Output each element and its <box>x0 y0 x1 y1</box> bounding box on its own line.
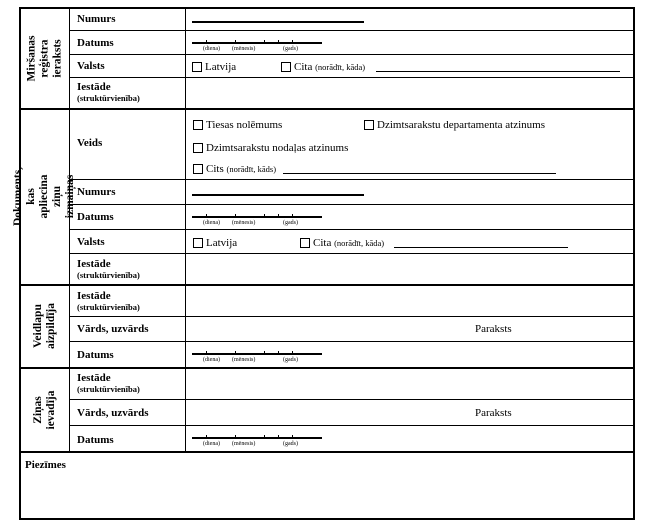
institution-label: Iestāde (struktūrvienība) <box>77 81 140 103</box>
row-divider <box>69 204 633 205</box>
other-country-input[interactable] <box>394 247 568 248</box>
latvia-checkbox[interactable] <box>193 238 203 248</box>
signature-label: Paraksts <box>475 407 512 419</box>
country-label: Valsts <box>77 236 105 248</box>
date-label: Datums <box>77 211 114 223</box>
number-label: Numurs <box>77 13 116 25</box>
department-opinion-checkbox[interactable] <box>364 120 374 130</box>
section-divider <box>21 367 633 369</box>
label-column-divider <box>185 9 186 451</box>
court-decision-label: Tiesas nolēmums <box>206 119 283 131</box>
section-title: Miršanas reģistra ieraksts <box>25 35 64 82</box>
row-divider <box>69 30 633 31</box>
row-divider <box>69 316 633 317</box>
institution-label: Iestāde (struktūrvienība) <box>77 258 140 280</box>
month-caption: (mēnesis) <box>232 441 256 447</box>
entry-date-field[interactable] <box>192 430 322 439</box>
other-country-label: Cita (norādīt, kāda) <box>294 61 366 73</box>
section-title: Ziņas ievadīja <box>32 390 57 429</box>
date-label: Datums <box>77 349 114 361</box>
latvia-checkbox[interactable] <box>192 62 202 72</box>
document-type-label: Veids <box>77 137 103 149</box>
latvia-option-label: Latvija <box>205 61 237 73</box>
day-caption: (diena) <box>203 220 220 226</box>
row-divider <box>69 341 633 342</box>
other-country-checkbox[interactable] <box>300 238 310 248</box>
office-opinion-checkbox[interactable] <box>193 143 203 153</box>
month-caption: (mēnesis) <box>232 220 256 226</box>
month-caption: (mēnesis) <box>232 46 256 52</box>
other-country-checkbox[interactable] <box>281 62 291 72</box>
year-caption: (gads) <box>283 220 298 226</box>
record-number-field[interactable] <box>192 14 364 23</box>
section-data-entered <box>21 368 69 451</box>
other-country-label: Cita (norādīt, kāda) <box>313 237 385 249</box>
section-change-document <box>12 109 77 284</box>
month-caption: (mēnesis) <box>232 357 256 363</box>
office-opinion-label: Dzimtsarakstu nodaļas atzinums <box>206 142 349 154</box>
other-country-input[interactable] <box>376 71 620 72</box>
court-decision-checkbox[interactable] <box>193 120 203 130</box>
institution-label: Iestāde (struktūrvienība) <box>77 290 140 312</box>
day-caption: (diena) <box>203 46 220 52</box>
section-divider <box>21 451 633 453</box>
death-record-change-form <box>12 7 635 520</box>
department-opinion-label: Dzimtsarakstu departamenta atzinums <box>377 119 545 131</box>
document-date-field[interactable] <box>192 209 322 218</box>
notes-label: Piezīmes <box>25 459 66 471</box>
document-number-field[interactable] <box>192 187 364 196</box>
row-divider <box>69 229 633 230</box>
section-form-filler <box>21 285 69 367</box>
section-divider <box>21 108 633 110</box>
filler-date-field[interactable] <box>192 346 322 355</box>
institution-label: Iestāde (struktūrvienība) <box>77 372 140 394</box>
row-divider <box>69 399 633 400</box>
record-date-field[interactable] <box>192 35 322 44</box>
other-document-input[interactable] <box>283 173 556 174</box>
year-caption: (gads) <box>283 357 298 363</box>
section-divider <box>21 284 633 286</box>
latvia-option-label: Latvija <box>206 237 238 249</box>
notes-area[interactable] <box>21 475 633 518</box>
year-caption: (gads) <box>283 46 298 52</box>
date-label: Datums <box>77 434 114 446</box>
other-document-checkbox[interactable] <box>193 164 203 174</box>
section-column-divider <box>69 9 70 451</box>
section-title: Veidlapu aizpildīja <box>32 303 57 350</box>
row-divider <box>69 179 633 180</box>
row-divider <box>69 425 633 426</box>
year-caption: (gads) <box>283 441 298 447</box>
name-surname-label: Vārds, uzvārds <box>77 323 149 335</box>
section-title: Dokuments, kas apliecina ziņu izmaiņas <box>12 166 77 227</box>
row-divider <box>69 54 633 55</box>
number-label: Numurs <box>77 186 116 198</box>
date-label: Datums <box>77 37 114 49</box>
signature-label: Paraksts <box>475 323 512 335</box>
section-death-record <box>21 9 69 108</box>
other-document-label: Cits (norādīt, kāds) <box>206 163 277 175</box>
country-label: Valsts <box>77 60 105 72</box>
day-caption: (diena) <box>203 357 220 363</box>
row-divider <box>69 77 633 78</box>
name-surname-label: Vārds, uzvārds <box>77 407 149 419</box>
day-caption: (diena) <box>203 441 220 447</box>
row-divider <box>69 253 633 254</box>
